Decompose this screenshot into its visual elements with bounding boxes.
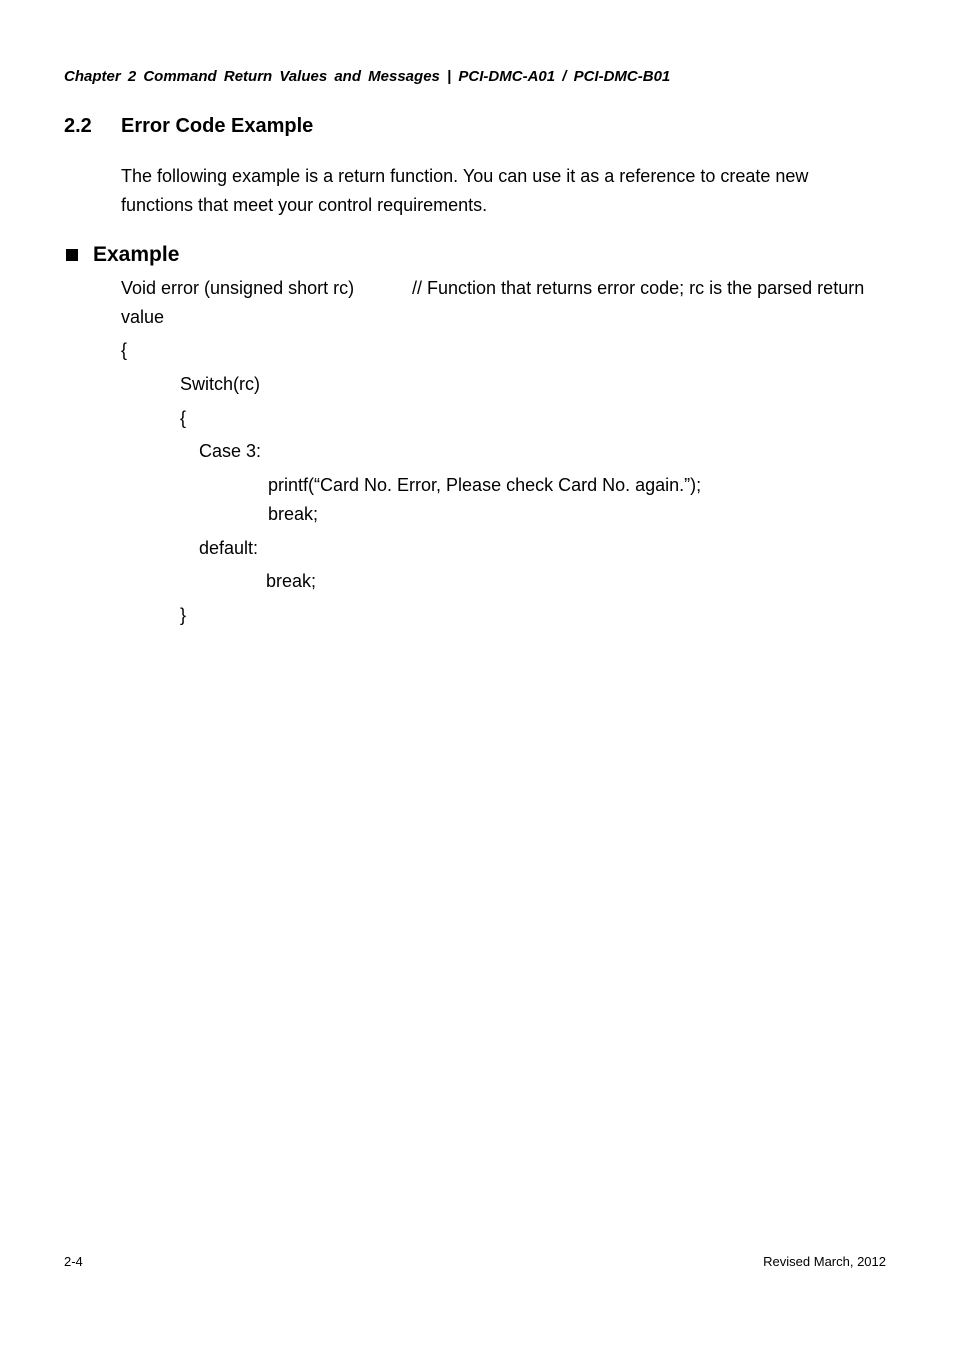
code-comment: // Function that returns error code; rc is the parsed return — [412, 278, 865, 298]
section-number: 2.2 — [64, 115, 92, 137]
intro-line-1: The following example is a return function. You can use it as a reference to create new — [121, 166, 809, 186]
code-open-brace: { — [121, 340, 128, 360]
code-switch: Switch(rc) — [180, 374, 260, 394]
page-number: 2-4 — [64, 1254, 83, 1269]
code-switch-open-brace: { — [180, 408, 187, 428]
square-bullet-icon — [66, 249, 78, 261]
running-header: Chapter 2 Command Return Values and Messages | PCI-DMC-A01 / PCI-DMC-B01 — [64, 68, 671, 85]
code-break-1: break; — [268, 504, 319, 524]
intro-paragraph — [121, 162, 891, 220]
revision-date: Revised March, 2012 — [763, 1254, 886, 1269]
intro-line-2: functions that meet your control requirements. — [121, 195, 488, 215]
example-heading: Example — [93, 243, 180, 266]
code-signature: Void error (unsigned short rc) — [121, 278, 355, 298]
code-switch-close-brace: } — [180, 605, 187, 625]
code-comment-continuation: value — [121, 307, 165, 327]
code-case-3: Case 3: — [199, 441, 262, 461]
code-break-2: break; — [266, 571, 317, 591]
code-printf: printf(“Card No. Error, Please check Card No. again.”); — [268, 475, 702, 495]
section-title: Error Code Example — [121, 115, 314, 137]
code-default: default: — [199, 538, 259, 558]
